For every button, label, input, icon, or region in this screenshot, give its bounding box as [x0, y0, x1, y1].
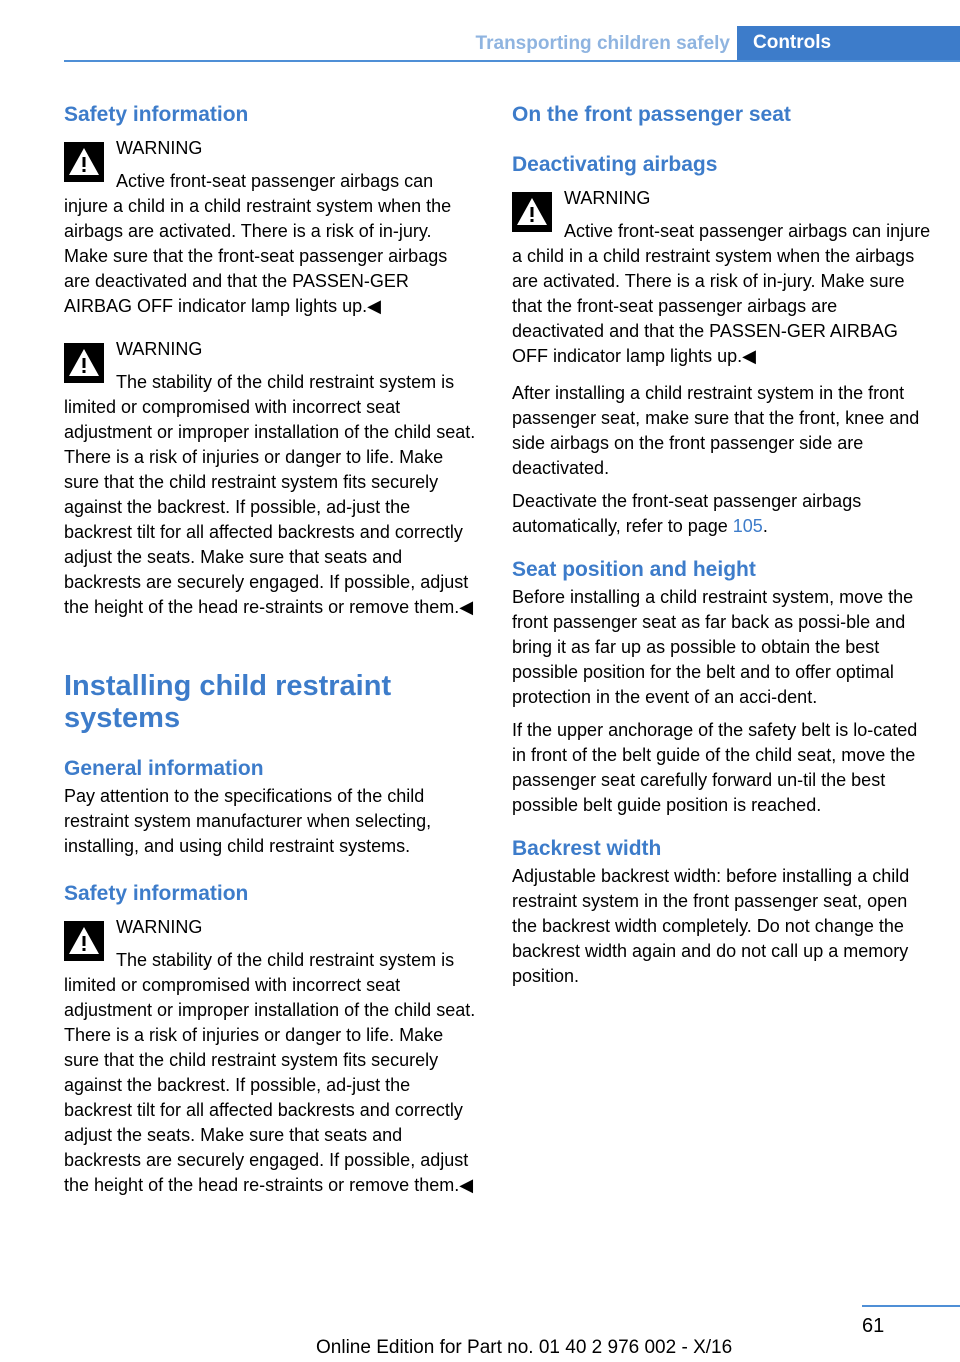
- deactivate-end: .: [762, 516, 768, 536]
- warning-title: WARNING: [116, 339, 203, 359]
- warning-text: The stability of the child restraint system is limited or compromised with incorrect seat adjustment or improper installation of the child seat. There is a risk of injuries or danger to life. Make sure that the child restraint system fits securely against the backrest. If possible, ad-just the backrest tilt for all affected backrests and correctly adjust the seats. Make sure that seats and backrests are securely engaged. If possible, adjust the height of the head re-straints or remove them.◀: [64, 372, 476, 617]
- warning-title: WARNING: [564, 188, 651, 208]
- right-column: [512, 100, 932, 989]
- page-number: 61: [862, 1315, 885, 1337]
- general-information-heading: General information: [64, 757, 264, 780]
- general-information-text: Pay attention to the specifications of the child restraint system manufacturer when selecting, installing, and using child restraint systems.: [64, 786, 432, 856]
- warning-triangle-icon: [512, 192, 552, 232]
- warning-triangle-icon: [64, 921, 104, 961]
- safety-information-heading: Safety information: [64, 882, 249, 905]
- warning-title: WARNING: [116, 138, 203, 158]
- safety-information-heading: Safety information: [64, 103, 249, 126]
- deactivating-airbags-heading: Deactivating airbags: [512, 153, 718, 176]
- footer-rule: [862, 1305, 960, 1307]
- after-install-text: After installing a child restraint system in the front passenger seat, make sure that the front, knee and side airbags on the front passenger side are deactivated.: [512, 383, 920, 478]
- seat-position-text-2: If the upper anchorage of the safety belt is lo-cated in front of the belt guide of the child seat, move the passenger seat carefully forward un-til the best possible belt guide position is reached.: [512, 720, 918, 815]
- warning-text: Active front-seat passenger airbags can injure a child in a child restraint system when the airbags are activated. There is a risk of in-jury. Make sure that the front-seat passenger airbags are deactivated and that the PASSEN-GER AIRBAG OFF indicator lamp lights up.◀: [64, 171, 452, 316]
- warning-block: [64, 136, 478, 319]
- warning-triangle-icon: [64, 343, 104, 383]
- seat-position-text-1: Before installing a child restraint system, move the front passenger seat as far back as possi-ble and bring it as far up as possible to obtain the best possible position for the belt and to offer optimal protection in the event of an acci-dent.: [512, 587, 914, 707]
- warning-block: [64, 915, 478, 1198]
- warning-block: [64, 337, 478, 620]
- header-section-title: Transporting children safely: [475, 33, 730, 54]
- header-chapter-tab: Controls: [737, 26, 960, 62]
- warning-title: WARNING: [116, 917, 203, 937]
- header-rule: [64, 60, 960, 62]
- installing-heading: Installing child restraint systems: [64, 670, 392, 734]
- backrest-width-heading: Backrest width: [512, 837, 662, 860]
- front-passenger-seat-heading: On the front passenger seat: [512, 103, 791, 126]
- page-reference-link[interactable]: 105: [732, 516, 763, 536]
- deactivate-text: Deactivate the front-seat passenger airbags automatically, refer to page: [512, 491, 862, 536]
- left-column: [64, 100, 478, 1198]
- warning-triangle-icon: [64, 142, 104, 182]
- seat-position-heading: Seat position and height: [512, 558, 756, 581]
- edition-footer: Online Edition for Part no. 01 40 2 976 002 - X/16: [316, 1337, 733, 1358]
- deactivate-automatic-text: [512, 489, 932, 539]
- warning-block: [512, 186, 932, 369]
- warning-text: Active front-seat passenger airbags can injure a child in a child restraint system when the airbags are activated. There is a risk of in-jury. Make sure that the front-seat passenger airbags are deactivated and that the PASSEN-GER AIRBAG OFF indicator lamp lights up.◀: [512, 221, 931, 366]
- warning-text: The stability of the child restraint system is limited or compromised with incorrect seat adjustment or improper installation of the child seat. There is a risk of injuries or danger to life. Make sure that the child restraint system fits securely against the backrest. If possible, ad-just the backrest tilt for all affected backrests and correctly adjust the seats. Make sure that seats and backrests are securely engaged. If possible, adjust the height of the head re-straints or remove them.◀: [64, 950, 476, 1195]
- backrest-width-text: Adjustable backrest width: before installing a child restraint system in the front passenger seat, open the backrest width completely. Do not change the backrest width again and do not call up a memory position.: [512, 866, 910, 986]
